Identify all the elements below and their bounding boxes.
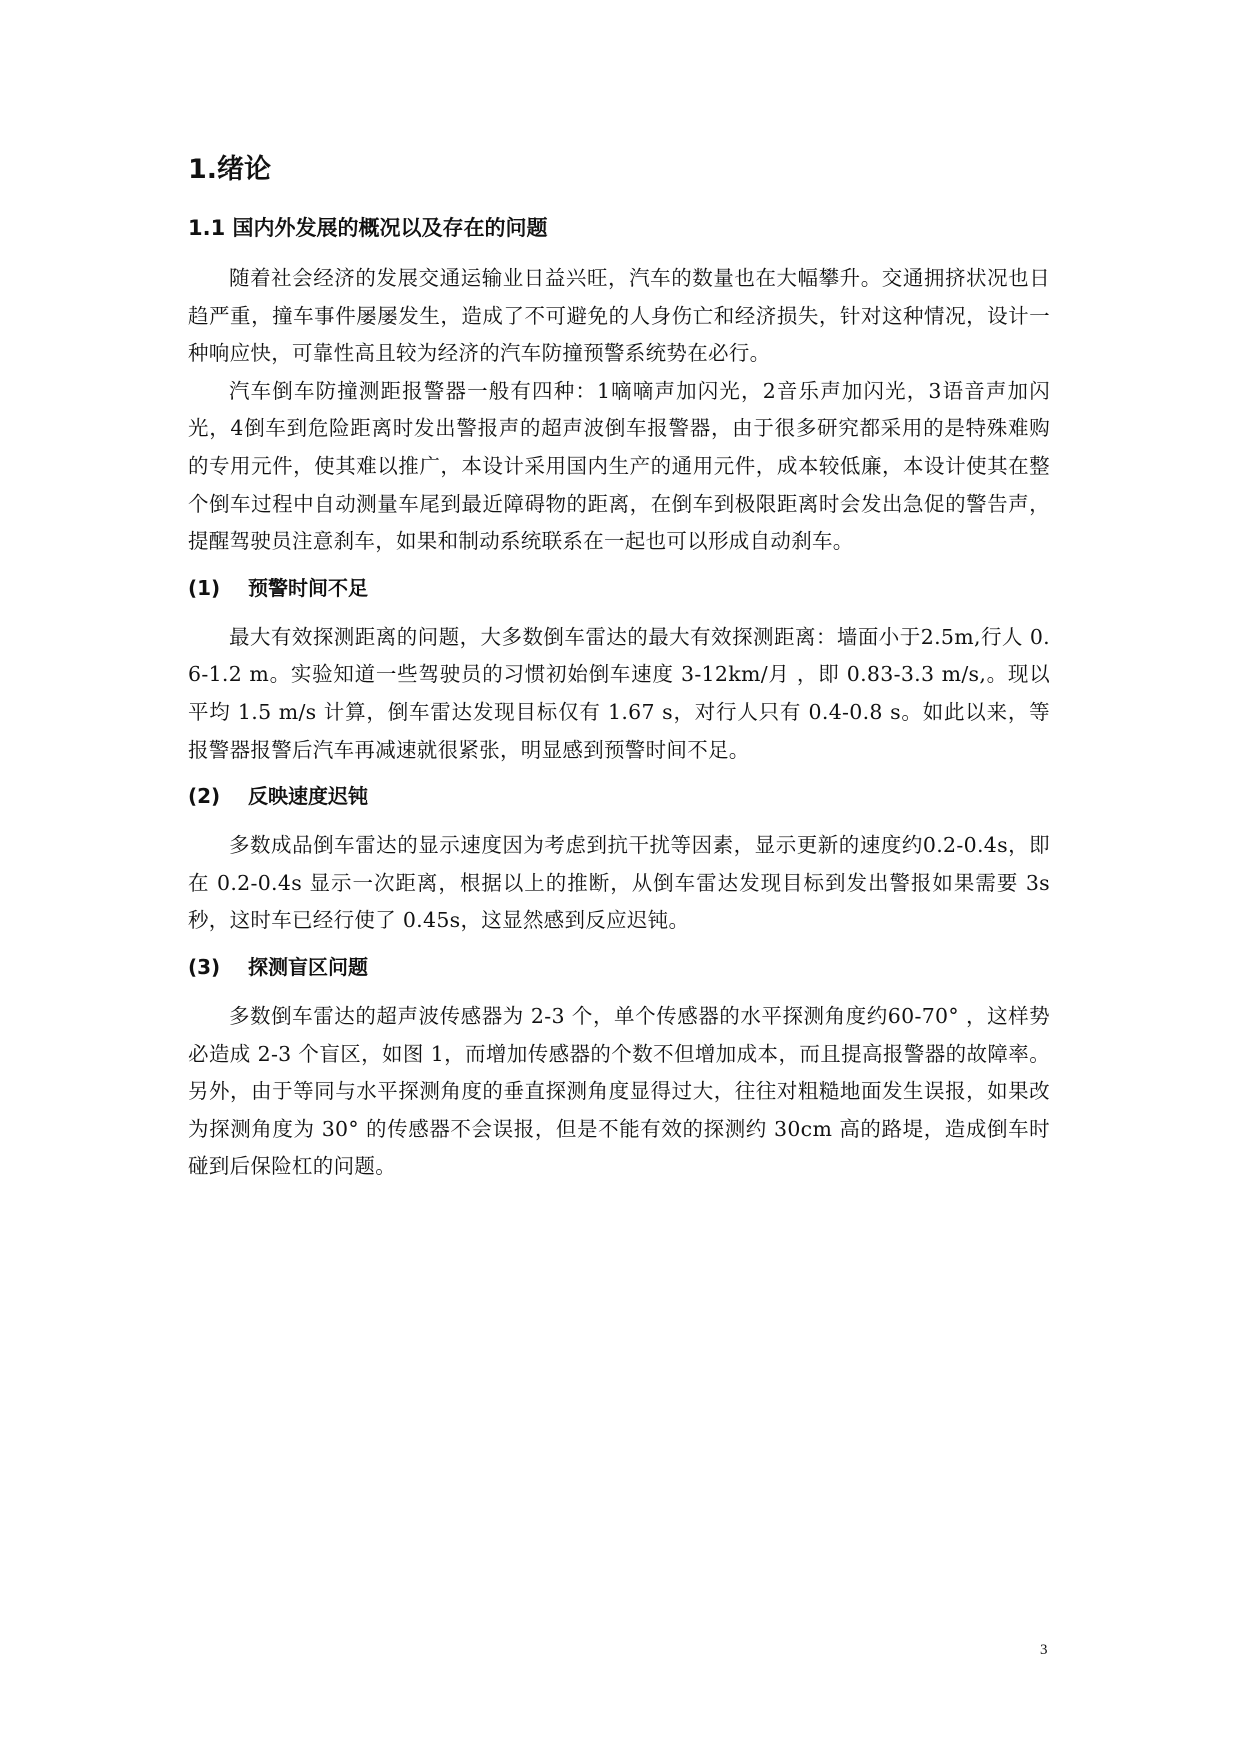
section-title: 1.1 国内外发展的概况以及存在的问题 [188, 216, 548, 240]
page-number: 3 [1040, 1642, 1048, 1658]
issue-title: 反映速度迟钝 [248, 784, 368, 809]
issue-number: (2) [188, 784, 221, 809]
issue-title: 探测盲区问题 [248, 954, 368, 979]
issue-number: (1) [188, 575, 221, 600]
issue-paragraph-3: 多数倒车雷达的超声波传感器为 2-3 个，单个传感器的水平探测角度约60-70° ，这样势必造成 2-3 个盲区，如图 1，而增加传感器的个数不但增加成本，而且提高报警器的故障率。另外，由于等同与水平探测角度的垂直探测角度显得过大，往往对粗糙地面发生误报，如果改为探测角度为 30° 的传感器不会误报，但是不能有效的探测约 30cm 高的路堤，造成倒车时碰到后保险杠的问题。 [188, 1003, 1050, 1179]
issue-number: (3) [188, 954, 221, 979]
issue-paragraph-1: 最大有效探测距离的问题，大多数倒车雷达的最大有效探测距离：墙面小于2.5m,行人 0.6-1.2 m。实验知道一些驾驶员的习惯初始倒车速度 3-12km/月 ，即 0.83-3.3 m/s,。现以平均 1.5 m/s 计算，倒车雷达发现目标仅有 1.67 s，对行人只有 0.4-0.8 s。如此以来，等报警器报警后汽车再减速就很紧张，明显感到预警时间不足。 [188, 624, 1050, 762]
intro-paragraph-1: 随着社会经济的发展交通运输业日益兴旺，汽车的数量也在大幅攀升。交通拥挤状况也日趋严重，撞车事件屡屡发生，造成了不可避免的人身伤亡和经济损失，针对这种情况，设计一种响应快，可靠性高且较为经济的汽车防撞预警系统势在必行。 [188, 266, 1050, 366]
chapter-title: 1.绪论 [188, 154, 272, 185]
issue-paragraph-2: 多数成品倒车雷达的显示速度因为考虑到抗干扰等因素，显示更新的速度约0.2-0.4s，即在 0.2-0.4s 显示一次距离，根据以上的推断，从倒车雷达发现目标到发出警报如果需要 3s 秒，这时车已经行使了 0.45s，这显然感到反应迟钝。 [188, 833, 1050, 933]
issue-heading-1 [188, 571, 1050, 605]
issue-heading-3 [188, 950, 1050, 984]
intro-paragraph-2: 汽车倒车防撞测距报警器一般有四种：1嘀嘀声加闪光，2音乐声加闪光，3语音声加闪光，4倒车到危险距离时发出警报声的超声波倒车报警器，由于很多研究都采用的是特殊难购的专用元件，使其难以推广，本设计采用国内生产的通用元件，成本较低廉，本设计使其在整个倒车过程中自动测量车尾到最近障碍物的距离，在倒车到极限距离时会发出急促的警告声，提醒驾驶员注意刹车，如果和制动系统联系在一起也可以形成自动刹车。 [188, 378, 1050, 554]
issue-heading-2 [188, 779, 1050, 813]
page-content [188, 150, 1050, 1186]
issue-title: 预警时间不足 [248, 575, 368, 600]
